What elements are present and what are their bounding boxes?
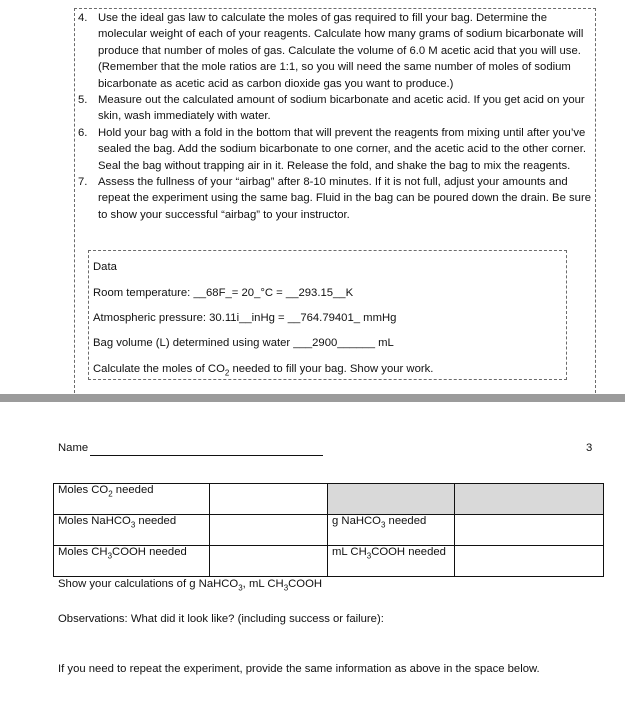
- page-number: 3: [586, 442, 593, 454]
- data-box: [88, 250, 567, 380]
- page-separator: [0, 394, 625, 402]
- moles-nahco3-label: Moles NaHCO$_3$ needed: [54, 515, 210, 546]
- observations-prompt: Observations: What did it look like? (including success or failure):: [58, 613, 384, 625]
- step-7: 7. Assess the fullness of your “airbag” after 8-10 minutes. If it is not full, adjust your amounts and repeat the experiment using the same bag. Fluid in the bag can be poured down the drain. Be sure to show your successful “airbag” to your instructor.: [78, 176, 591, 221]
- table-row: [54, 484, 604, 515]
- moles-acetic-label: Moles $CH_3COOH$ needed: [54, 546, 210, 577]
- bag-volume: Bag volume (L) determined using water ___2900______ mL: [93, 337, 394, 349]
- shaded-cell: [328, 484, 455, 515]
- atmospheric-pressure: Atmospheric pressure: 30.11i__inHg = __764.79401_ mmHg: [93, 312, 397, 324]
- name-field-line[interactable]: [90, 455, 323, 456]
- moles-nahco3-value[interactable]: [210, 515, 328, 546]
- ml-acetic-value[interactable]: [455, 546, 604, 577]
- moles-co2-label: Moles $CO_2$ needed: [54, 484, 210, 515]
- page-bottom: [0, 402, 625, 701]
- room-temperature: Room temperature: __68F_= 20_°C = __293.15__K: [93, 287, 354, 299]
- table-row: [54, 515, 604, 546]
- name-label: Name: [58, 442, 89, 454]
- table-row: [54, 546, 604, 577]
- data-heading: Data: [93, 261, 117, 273]
- results-table: [53, 483, 604, 577]
- calc-moles-instruction: Calculate the moles of $CO_2$ needed to fill your bag. Show your work.: [93, 363, 434, 378]
- grams-nahco3-value[interactable]: [455, 515, 604, 546]
- step-6: 6. Hold your bag with a fold in the bottom that will prevent the reagents from mixing until after you’ve sealed the bag. Add the sodium bicarbonate to one corner, and the acetic acid to the other corner. Seal the bag without trapping air in it. Release the fold, and shake the bag to mix the reagents.: [78, 126, 586, 172]
- repeat-prompt: If you need to repeat the experiment, provide the same information as above in the space below.: [58, 663, 540, 675]
- show-calculations: Show your calculations of g NaHCO$_3$, mL $CH_3COOH$: [58, 578, 323, 593]
- step-4: 4. Use the ideal gas law to calculate the moles of gas required to fill your bag. Determine the molecular weight of each of your reagents. Calculate how many grams of sodium bicarbonate will produce that number of moles of gas. Calculate the volume of 6.0 M acetic acid that you will use. (Remember that the mole ratios are 1:1, so you will need the same number of moles of sodium bicarbonate as acetic acid as carbon dioxide gas you want to produce.): [78, 12, 584, 90]
- shaded-cell: [455, 484, 604, 515]
- moles-acetic-value[interactable]: [210, 546, 328, 577]
- step-5: 5. Measure out the calculated amount of sodium bicarbonate and acetic acid. If you get acid on your skin, wash immediately with water.: [78, 94, 585, 123]
- procedure-steps: [76, 10, 592, 223]
- moles-co2-value[interactable]: [210, 484, 328, 515]
- ml-acetic-label: mL $CH_3COOH$ needed: [328, 546, 455, 577]
- grams-nahco3-label: g NaHCO$_3$ needed: [328, 515, 455, 546]
